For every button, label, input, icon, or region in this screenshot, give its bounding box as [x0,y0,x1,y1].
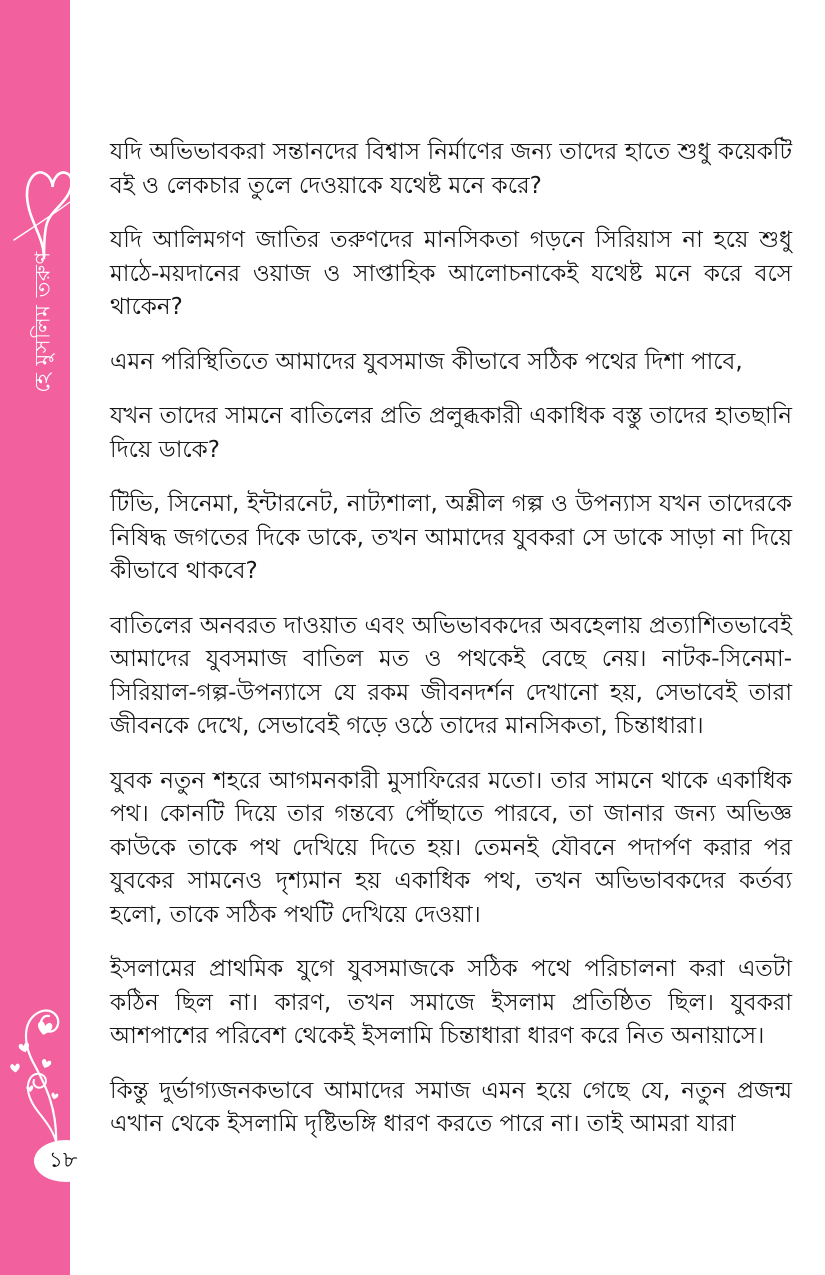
sidebar-vertical-title: হে মুসলিম তরুণ [30,251,55,393]
body-paragraph: যদি অভিভাবকরা সন্তানদের বিশ্বাস নির্মাণের জন্য তাদের হাতে শুধু কয়েকটি বই ও লেকচার তুলে দেওয়াকে যথেষ্ট মনে করে? [110,139,792,199]
body-paragraph: যখন তাদের সামনে বাতিলের প্রতি প্রলুব্ধকারী একাধিক বস্তু তাদের হাতছানি দিয়ে ডাকে? [110,403,792,463]
page-text-column [110,136,792,1163]
body-paragraph: কিন্তু দুর্ভাগ্যজনকভাবে আমাদের সমাজ এমন হয়ে গেছে যে, নতুন প্রজন্ম এখান থেকে ইসলামি দৃষ্টিভঙ্গি ধারণ করতে পারে না। তাই আমরা যারা [110,1077,792,1137]
body-paragraph: টিভি, সিনেমা, ইন্টারনেট, নাট্যশালা, অশ্লীল গল্প ও উপন্যাস যখন তাদেরকে নিষিদ্ধ জগতের দিকে ডাকে, তখন আমাদের যুবকরা সে ডাকে সাড়া না দিয়ে কীভাবে থাকবে? [110,491,792,584]
body-paragraph: বাতিলের অনবরত দাওয়াত এবং অভিভাবকদের অবহেলায় প্রত্যাশিতভাবেই আমাদের যুবসমাজ বাতিল মত ও পথকেই বেছে নেয়। নাটক-সিনেমা-সিরিয়াল-গল্প-উপন্যাসে যে রকম জীবনদর্শন দেখানো হয়, সেভাবেই তারা জীবনকে দেখে, সেভাবেই গড়ে ওঠে তাদের মানসিকতা, চিন্তাধারা। [110,612,792,739]
sidebar-band [0,0,78,1275]
page-number: ১৮ [48,1148,78,1173]
page-number-badge [34,1140,98,1182]
body-paragraph: যুবক নতুন শহরে আগমনকারী মুসাফিরের মতো। তার সামনে থাকে একাধিক পথ। কোনটি দিয়ে তার গন্তব্যে পৌঁছাতে পারবে, তা জানার জন্য অভিজ্ঞ কাউকে তাকে পথ দেখিয়ে দিতে হয়। তেমনই যৌবনে পদার্পণ করার পর যুবকের সামনেও দৃশ্যমান হয় একাধিক পথ, তখন অভিভাবকদের কর্তব্য হলো, তাকে সঠিক পথটি দেখিয়ে দেওয়া। [110,767,792,928]
body-paragraph: যদি আলিমগণ জাতির তরুণদের মানসিকতা গড়নে সিরিয়াস না হয়ে শুধু মাঠে-ময়দানের ওয়াজ ও সাপ্তাহিক আলোচনাকেই যথেষ্ট মনে করে বসে থাকেন? [110,227,792,320]
body-paragraph: এমন পরিস্থিতিতে আমাদের যুবসমাজ কীভাবে সঠিক পথের দিশা পাবে, [110,348,743,375]
body-paragraph: ইসলামের প্রাথমিক যুগে যুবসমাজকে সঠিক পথে পরিচালনা করা এতটা কঠিন ছিল না। কারণ, তখন সমাজে ইসলাম প্রতিষ্ঠিত ছিল। যুবকরা আশপাশের পরিবেশ থেকেই ইসলামি চিন্তাধারা ধারণ করে নিত অনায়াসে। [110,956,792,1049]
